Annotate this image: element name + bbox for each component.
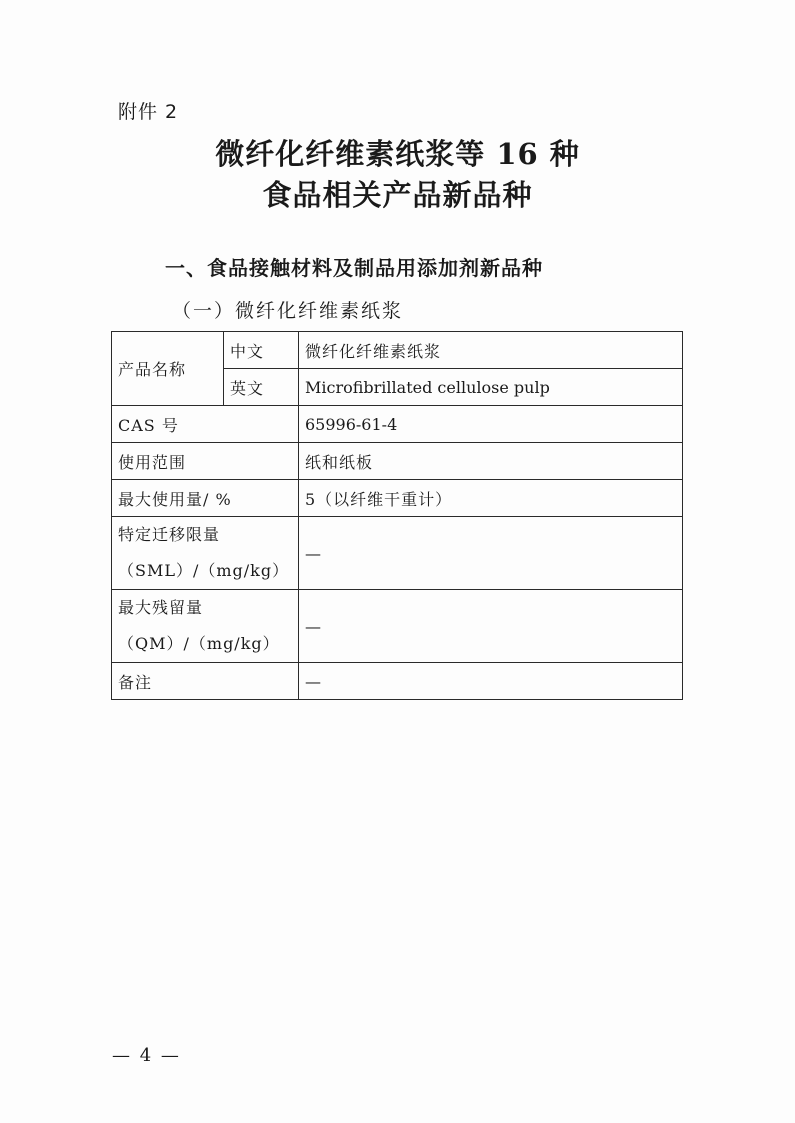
sml-label bbox=[112, 517, 299, 590]
attachment-label: 附件 2 bbox=[118, 101, 179, 123]
chinese-value: 微纤化纤维素纸浆 bbox=[299, 332, 683, 369]
section-heading: 一、食品接触材料及制品用添加剂新品种 bbox=[165, 256, 543, 280]
qm-label bbox=[112, 590, 299, 663]
table-row bbox=[112, 332, 683, 369]
remarks-value: — bbox=[299, 663, 683, 700]
table-row bbox=[112, 663, 683, 700]
english-label: 英文 bbox=[224, 369, 299, 406]
english-value: Microfibrillated cellulose pulp bbox=[299, 369, 683, 406]
qm-label-line2: （QM）/（mg/kg） bbox=[118, 634, 280, 653]
qm-value: — bbox=[299, 590, 683, 663]
scope-label: 使用范围 bbox=[112, 443, 299, 480]
product-spec-table bbox=[111, 331, 683, 700]
product-name-label: 产品名称 bbox=[112, 332, 224, 406]
cas-label: CAS 号 bbox=[112, 406, 299, 443]
remarks-label: 备注 bbox=[112, 663, 299, 700]
table-row bbox=[112, 590, 683, 663]
sml-label-line2: （SML）/（mg/kg） bbox=[118, 561, 290, 580]
table-row bbox=[112, 406, 683, 443]
max-use-label: 最大使用量/ % bbox=[112, 480, 299, 517]
sml-label-line1: 特定迁移限量 bbox=[118, 525, 221, 544]
document-title-line2: 食品相关产品新品种 bbox=[262, 178, 533, 212]
qm-label-line1: 最大残留量 bbox=[118, 598, 204, 617]
table-row bbox=[112, 443, 683, 480]
scope-value: 纸和纸板 bbox=[299, 443, 683, 480]
cas-value: 65996-61-4 bbox=[299, 406, 683, 443]
chinese-label: 中文 bbox=[224, 332, 299, 369]
page-number: — 4 — bbox=[112, 1045, 181, 1066]
max-use-value: 5（以纤维干重计） bbox=[299, 480, 683, 517]
sml-value: — bbox=[299, 517, 683, 590]
table-row bbox=[112, 517, 683, 590]
table-row bbox=[112, 480, 683, 517]
sub-heading: （一）微纤化纤维素纸浆 bbox=[172, 300, 404, 322]
document-title-line1: 微纤化纤维素纸浆等 16 种 bbox=[215, 137, 580, 171]
